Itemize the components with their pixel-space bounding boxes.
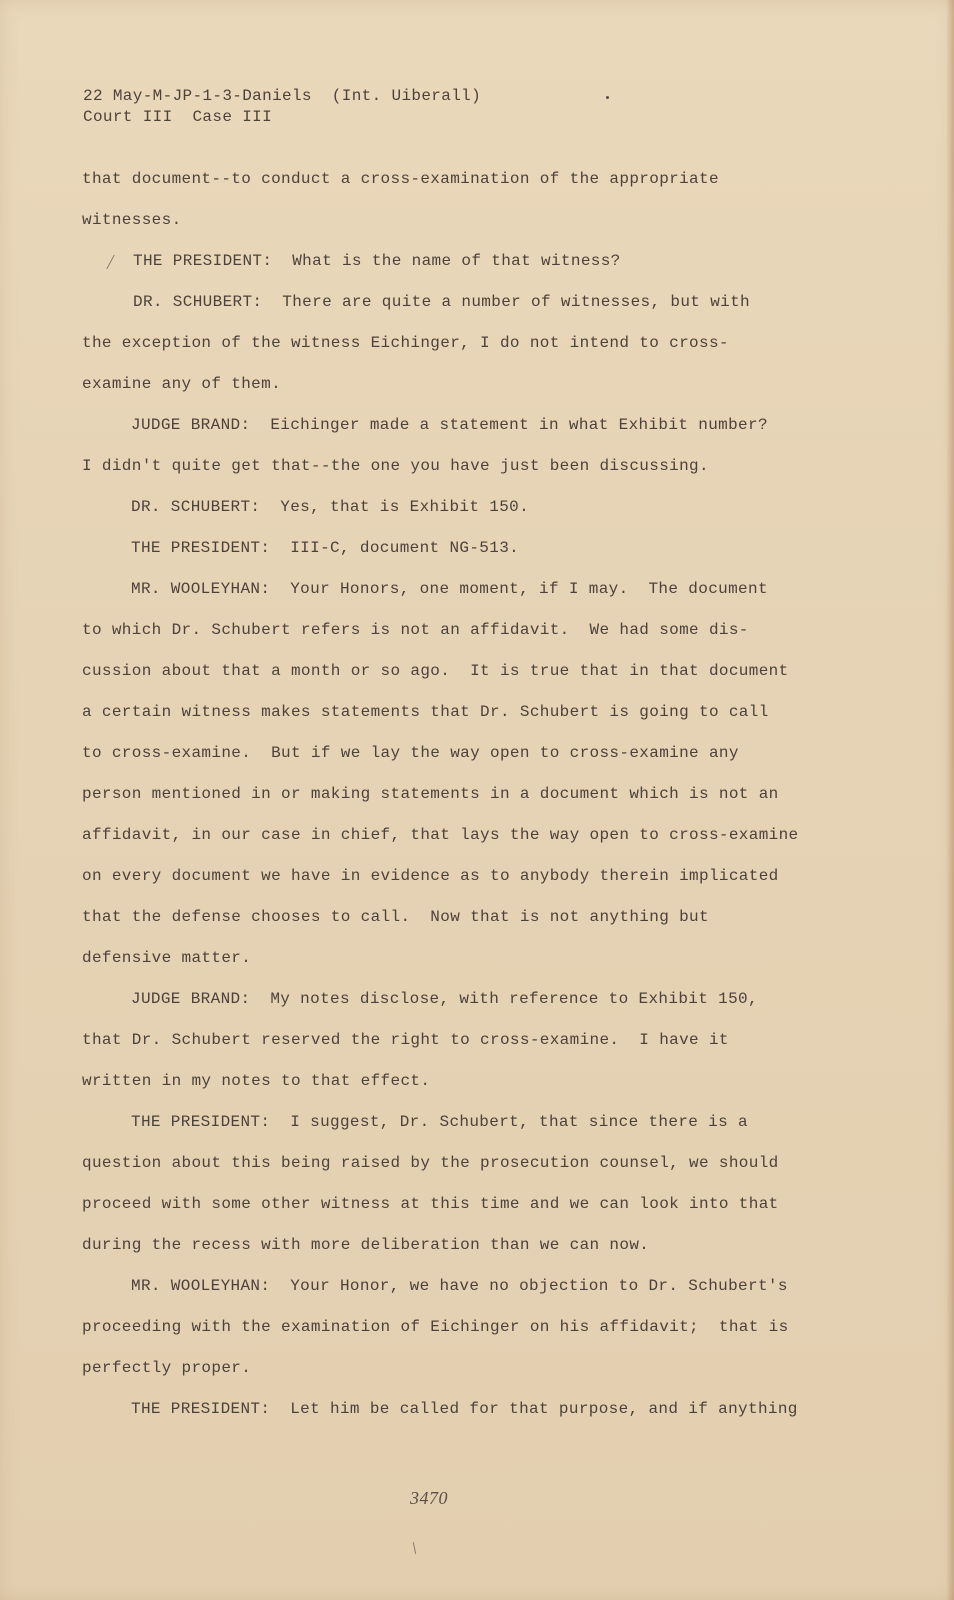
text-line: affidavit, in our case in chief, that lays the way open to cross-examine: [82, 826, 799, 844]
text-line: THE PRESIDENT: I suggest, Dr. Schubert, that since there is a: [131, 1113, 748, 1131]
text-line: to which Dr. Schubert refers is not an affidavit. We had some dis-: [82, 621, 749, 639]
text-line: DR. SCHUBERT: Yes, that is Exhibit 150.: [131, 498, 530, 516]
pencil-mark: [106, 255, 114, 270]
text-line: MR. WOOLEYHAN: Your Honor, we have no objection to Dr. Schubert's: [131, 1277, 788, 1295]
text-line: examine any of them.: [82, 375, 282, 393]
text-line: THE PRESIDENT: III-C, document NG-513.: [131, 539, 520, 557]
text-line: JUDGE BRAND: Eichinger made a statement in what Exhibit number?: [131, 416, 768, 434]
text-line: that Dr. Schubert reserved the right to cross-examine. I have it: [82, 1031, 729, 1049]
text-line: on every document we have in evidence as to anybody therein implicated: [82, 867, 779, 885]
pencil-tick-mark: [413, 1542, 416, 1554]
text-line: defensive matter.: [82, 949, 252, 967]
text-line: to cross-examine. But if we lay the way open to cross-examine any: [82, 744, 739, 762]
text-line: the exception of the witness Eichinger, I do not intend to cross-: [82, 334, 729, 352]
text-line: during the recess with more deliberation than we can now.: [82, 1236, 650, 1254]
text-line: perfectly proper.: [82, 1359, 252, 1377]
text-line: DR. SCHUBERT: There are quite a number of witnesses, but with: [133, 293, 750, 311]
text-line: witnesses.: [82, 211, 182, 229]
text-line: that the defense chooses to call. Now that is not anything but: [82, 908, 709, 926]
text-line: proceeding with the examination of Eichinger on his affidavit; that is: [82, 1318, 789, 1336]
text-line: THE PRESIDENT: Let him be called for that purpose, and if anything: [131, 1400, 798, 1418]
text-line: MR. WOOLEYHAN: Your Honors, one moment, if I may. The document: [131, 580, 768, 598]
text-line: cussion about that a month or so ago. It is true that in that document: [82, 662, 789, 680]
header-line-2: Court III Case III: [83, 108, 273, 126]
text-line: that document--to conduct a cross-examination of the appropriate: [82, 170, 719, 188]
page-edge-shadow: [946, 0, 954, 1600]
text-line: JUDGE BRAND: My notes disclose, with reference to Exhibit 150,: [131, 990, 758, 1008]
text-line: I didn't quite get that--the one you have just been discussing.: [82, 457, 709, 475]
header-line-1: 22 May-M-JP-1-3-Daniels (Int. Uiberall): [83, 87, 482, 105]
ink-dot-mark: [606, 96, 609, 99]
text-line: written in my notes to that effect.: [82, 1072, 431, 1090]
page-number: 3470: [410, 1488, 448, 1508]
text-line: proceed with some other witness at this time and we can look into that: [82, 1195, 779, 1213]
text-line: question about this being raised by the prosecution counsel, we should: [82, 1154, 779, 1172]
text-line: THE PRESIDENT: What is the name of that witness?: [133, 252, 621, 270]
text-line: a certain witness makes statements that Dr. Schubert is going to call: [82, 703, 769, 721]
text-line: person mentioned in or making statements in a document which is not an: [82, 785, 779, 803]
